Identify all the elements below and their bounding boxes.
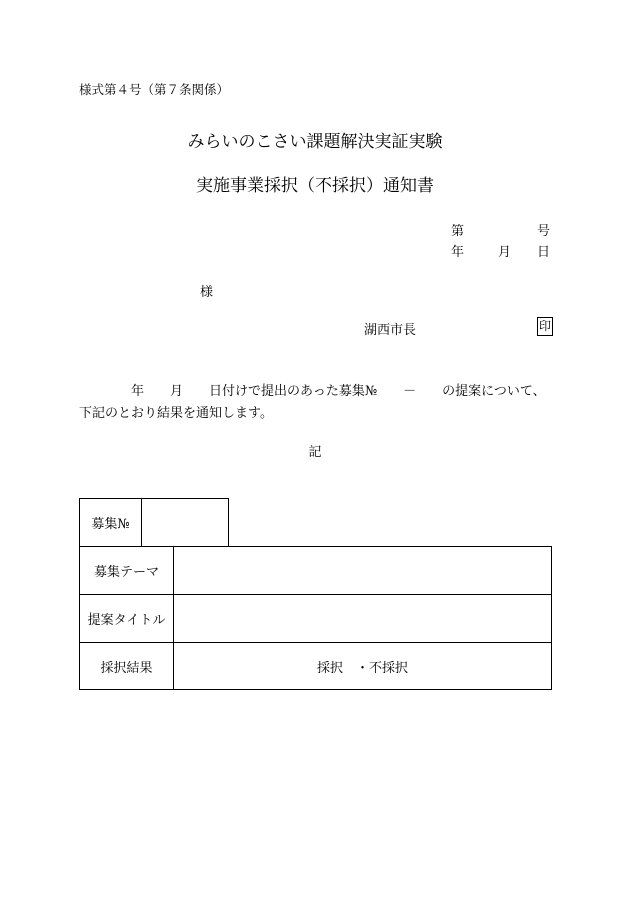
proposal-title-value bbox=[174, 595, 551, 642]
document-number bbox=[451, 220, 550, 239]
theme-value bbox=[174, 547, 551, 594]
ki-label: 記 bbox=[308, 445, 322, 460]
table-line bbox=[228, 498, 229, 546]
result-label: 採択結果 bbox=[100, 660, 153, 676]
document-number-suffix: 号 bbox=[536, 224, 550, 239]
table-line bbox=[551, 546, 552, 690]
addressee: 様 bbox=[200, 285, 214, 300]
document-date bbox=[451, 241, 550, 260]
document-title-line1: みらいのこさい課題解決実証実験 bbox=[187, 132, 443, 152]
date-day: 日 bbox=[536, 245, 550, 260]
theme-label: 募集テーマ bbox=[93, 565, 159, 580]
recruit-no-label: 募集№ bbox=[91, 517, 130, 532]
sender-name: 湖西市長 bbox=[364, 323, 417, 338]
date-month: 月 bbox=[497, 245, 511, 260]
result-value: 採択 ・不採択 bbox=[316, 660, 408, 676]
seal-mark: 印 bbox=[537, 317, 553, 336]
document-title-line2: 実施事業採択（不採択）通知書 bbox=[196, 176, 434, 196]
body-text: 年 月 日付けで提出のあった募集№ － の提案について、下記のとおり結果を通知します。 bbox=[79, 384, 546, 421]
recruit-no-value bbox=[142, 499, 228, 546]
document-number-prefix: 第 bbox=[450, 224, 464, 239]
form-code: 様式第４号（第７条関係） bbox=[79, 82, 230, 97]
proposal-title-label: 提案タイトル bbox=[87, 613, 166, 628]
table-line bbox=[79, 689, 552, 690]
date-year: 年 bbox=[450, 245, 464, 260]
